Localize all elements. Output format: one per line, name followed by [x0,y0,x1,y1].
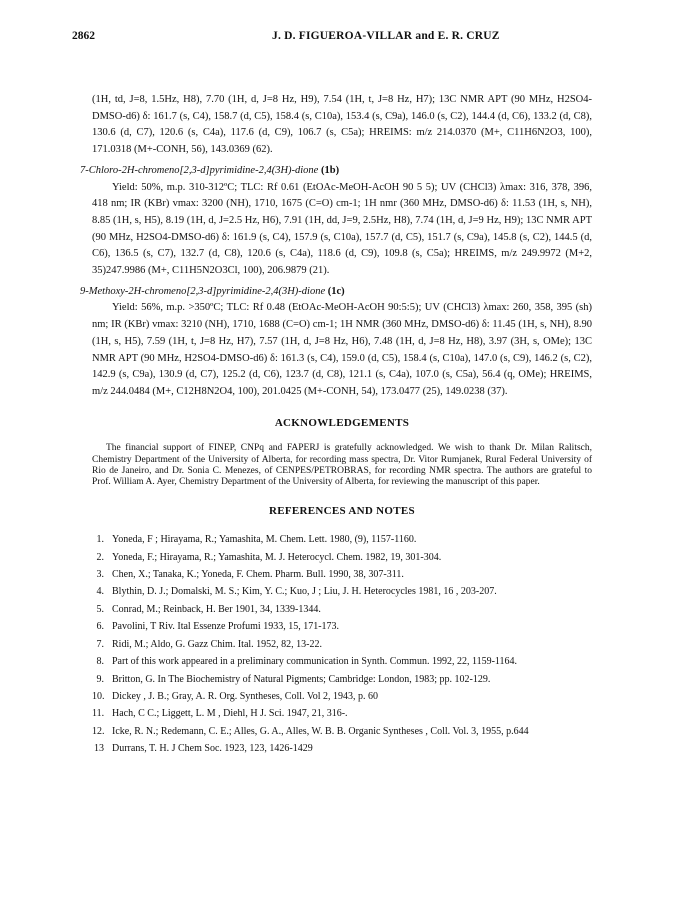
compound-label: (1b) [320,164,340,176]
reference-item: 13 Durrans, T. H. J Chem Soc. 1923, 123, 1426-1429 [94,743,313,755]
reference-item: 2. Yoneda, F.; Hirayama, R.; Yamashita, M. J. Heterocycl. Chem. 1982, 19, 301-304. [96,551,442,563]
reference-item: 6. Pavolini, T Riv. Ital Essenze Profumi 1933, 15, 171-173. [96,621,340,633]
acknowledgements-heading: ACKNOWLEDGEMENTS [274,416,410,429]
compound-data: Yield: 50%, m.p. 310-312ºC; TLC: Rf 0.61 (EtOAc-MeOH-AcOH 90 5 5); UV (CHCl3) λmax: 316, 378, 396, 418 nm; IR (KBr) vmax: 3200 (NH), 1710, 1675 (C=O) cm-1; 1H nmr (360 MHz, DMSO-d6) δ: 11.53 (1H, s, NH), 8.85 (1H, s, H5), 8.19 (1H, d, J=2.5 Hz, H6), 7.91 (1H, dd, J=9, 2.5Hz, H8), 7.74 (1H, d, J=9 Hz, H9); 13C NMR APT (90 MHz, H2SO4-DMSO-d6) δ: 161.9 (s, C4), 157.9 (s, C10a), 157.7 (d, C5), 151.7 (s, C9a), 145.8 (s, C2), 144.5 (d, C6), 136.5 (s, C7), 132.7 (d, C8), 120.6 (s, C4a), 118.6 (d, C9), 109.8 (s, C5a); HREIMS, m/z 249.9972 (M+2, 35)247.9986 (M+, C11H5N2O3Cl, 100), 206.9879 (21). [92,181,592,277]
reference-item: 5. Conrad, M.; Reinback, H. Ber 1901, 34, 1339-1344. [96,603,321,615]
reference-item: 4. Blythin, D. J.; Domalski, M. S.; Kim, Y. C.; Kuo, J ; Liu, J. H. Heterocycles 1981, 16 , 203-207. [96,586,497,598]
compound-title [80,163,592,180]
reference-item: 9. Britton, G. In The Biochemistry of Natural Pigments; Cambridge: London, 1983; pp. 102-129. [96,673,491,685]
compound-label: (1c) [327,285,345,297]
page-body [80,92,592,758]
reference-item: 10. Dickey , J. B.; Gray, A. R. Org. Syntheses, Coll. Vol 2, 1943, p. 60 [92,690,379,702]
page-header [72,30,612,50]
compound-1c [80,284,592,401]
reference-item: 12. Icke, R. N.; Redemann, C. E.; Alles, G. A., Alles, W. B. B. Organic Syntheses , Coll. Vol. 3, 1955, p.644 [92,725,529,737]
compound-title [80,284,592,301]
acknowledgements-text: The financial support of FINEP, CNPq and FAPERJ is gratefully acknowledged. We wish to thank Dr. Milan Ralitsch, Chemistry Department of the University of Alberta, for recording mass spectra, Dr. Vitor Rumjanek, Rural Federal University of Rio de Janeiro, and Dr. Sonia C. Menezes, of CENPES/PETROBRAS, for recording NMR spectra. The authors are grateful to Prof. William A. Ayer, Chemistry Department of the University of Alberta, for reviewing the manuscript of this paper. [92,443,592,488]
reference-item: 8. Part of this work appeared in a preliminary communication in Synth. Commun. 1992, 22, 1159-1164. [96,656,518,668]
reference-item: 1. Yoneda, F ; Hirayama, R.; Yamashita, M. Chem. Lett. 1980, (9), 1157-1160. [96,534,417,546]
running-head: J. D. FIGUEROA-VILLAR and E. R. CRUZ [272,30,500,42]
continued-spectral-data: (1H, td, J=8, 1.5Hz, H8), 7.70 (1H, d, J=8 Hz, H9), 7.54 (1H, t, J=8 Hz, H7); 13C NMR APT (90 MHz, H2SO4-DMSO-d6) δ: 161.7 (s, C4), 158.7 (d, C5), 158.4 (s, C10a), 153.4 (s, C9a), 146.0 (s, C2), 144.4 (d, C6), 133.2 (d, C8), 130.6 (d, C7), 120.6 (s, C4a), 117.6 (d, C9), 106.7 (s, C5a); HREIMS: m/z 214.0370 (M+, C11H6N2O3, 100), 171.0318 (M+-CONH, 56), 143.0369 (62). [92,94,592,156]
references-heading: REFERENCES AND NOTES [269,504,415,517]
references-list [92,531,592,757]
compound-data: Yield: 56%, m.p. >350ºC; TLC: Rf 0.48 (EtOAc-MeOH-AcOH 90:5:5); UV (CHCl3) λmax: 260, 358, 395 (sh) nm; IR (KBr) vmax: 3210 (NH), 1710, 1688 (C=O) cm-1; 1H NMR (360 MHz, DMSO-d6) δ: 11.45 (1H, s, NH), 8.90 (1H, s, H5), 7.59 (1H, t, J=8 Hz, H7), 7.57 (1H, d, J=8 Hz, H6), 7.48 (1H, d, J=8 Hz, H8), 3.97 (3H, s, OMe); 13C NMR APT (90 MHz, H2SO4-DMSO-d6) δ: 161.3 (s, C4), 159.0 (d, C5), 158.4 (s, C10a), 147.0 (s, C9), 146.2 (s, C2), 142.9 (s, C9a), 130.9 (d, C7), 125.2 (d, C6), 123.7 (d, C8), 121.1 (s, C4a), 107.0 (s, C5a), 56.4 (q, OMe); HREIMS, m/z 244.0484 (M+, C12H8N2O4, 100), 201.0425 (M+-CONH, 54), 173.0477 (25), 149.0238 (37). [92,302,592,397]
compound-name: 9-Methoxy-2H-chromeno[2,3-d]pyrimidine-2,4(3H)-dione [80,285,326,297]
reference-item: 3. Chen, X.; Tanaka, K.; Yoneda, F. Chem. Pharm. Bull. 1990, 38, 307-311. [96,569,404,581]
reference-item: 11. Hach, C C.; Liggett, L. M , Diehl, H J. Sci. 1947, 21, 316-. [92,708,348,720]
reference-item: 7. Ridi, M.; Aldo, G. Gazz Chim. Ital. 1952, 82, 13-22. [96,638,322,650]
compound-name: 7-Chloro-2H-chromeno[2,3-d]pyrimidine-2,4(3H)-dione [80,164,319,176]
page-number: 2862 [72,30,95,42]
compound-1b [80,163,592,280]
